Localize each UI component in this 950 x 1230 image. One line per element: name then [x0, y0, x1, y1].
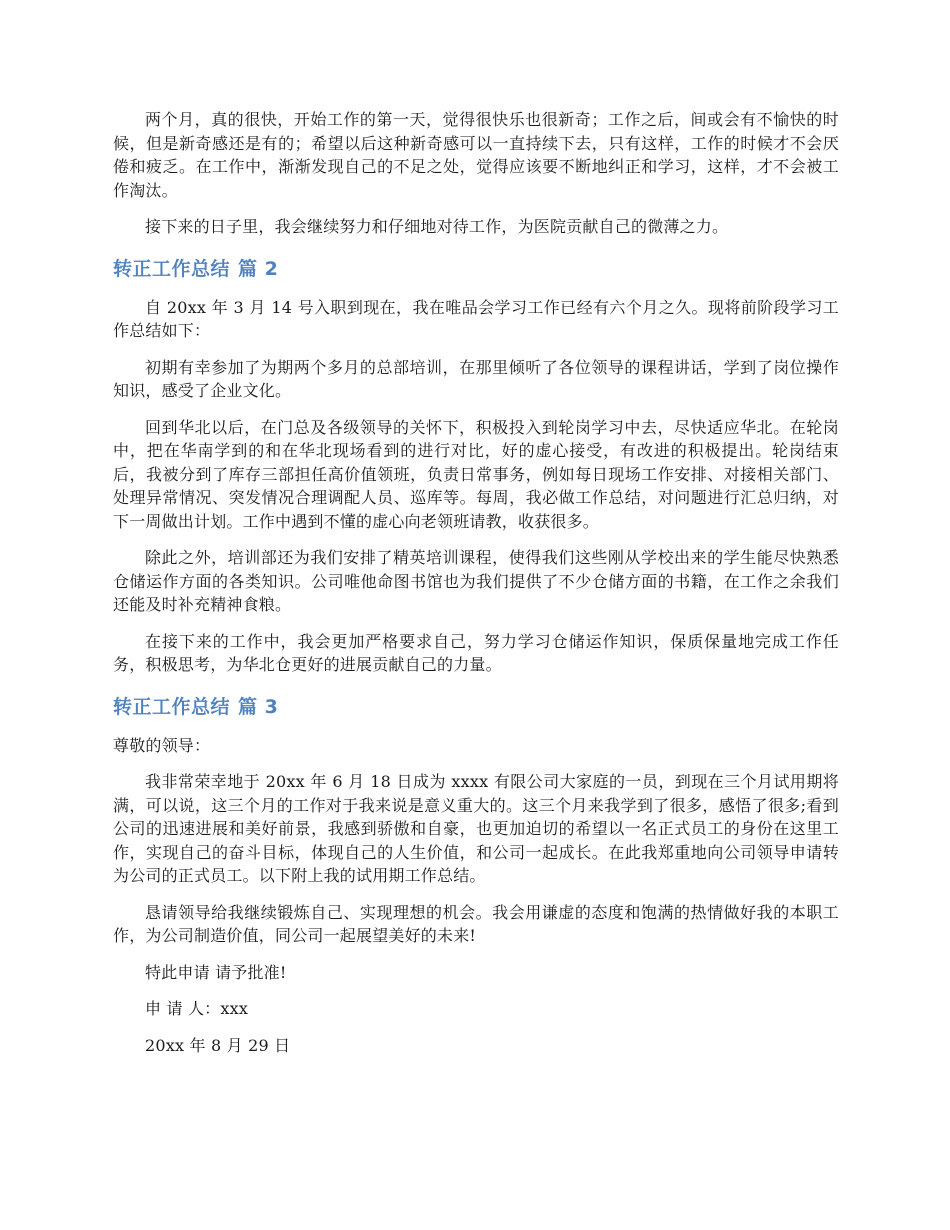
- section-heading: [113, 255, 839, 283]
- closing-line: 特此申请 请予批准!: [145, 962, 287, 982]
- section-heading-title: 转正工作总结: [113, 695, 231, 718]
- body-paragraph: 除此之外，培训部还为我们安排了精英培训课程，使得我们这些刚从学校出来的学生能尽快熟悉仓储运作方面的各类知识。公司唯他命图书馆也为我们提供了不少仓储方面的书籍，在工作之余我们还能及时补充精神食粮。: [113, 548, 839, 614]
- section-heading-title: 转正工作总结: [113, 257, 231, 280]
- section-heading-label: 篇 3: [238, 695, 279, 718]
- body-paragraph: 在接下来的工作中，我会更加严格要求自己，努力学习仓储运作知识，保质保量地完成工作任务，积极思考，为华北仓更好的进展贡献自己的力量。: [113, 631, 839, 674]
- body-paragraph: 回到华北以后，在门总及各级领导的关怀下，积极投入到轮岗学习中去，尽快适应华北。在轮岗中，把在华南学到的和在华北现场看到的进行对比，好的虚心接受，有改进的积极提出。轮岗结束后，我被分到了库存三部担任高价值领班，负责日常事务，例如每日现场工作安排、对接相关部门、处理异常情况、突发情况合理调配人员、巡库等。每周，我必做工作总结，对问题进行汇总归纳，对下一周做出计划。工作中遇到不懂的虚心向老领班请教，收获很多。: [113, 417, 839, 531]
- document-body: [113, 108, 839, 1070]
- body-paragraph: 接下来的日子里，我会继续努力和仔细地对待工作，为医院贡献自己的微薄之力。: [145, 217, 729, 236]
- date-line: 20xx 年 8 月 29 日: [145, 1035, 291, 1055]
- body-paragraph: 两个月，真的很快，开始工作的第一天，觉得很快乐也很新奇；工作之后，间或会有不愉快的时候，但是新奇感还是有的；希望以后这种新奇感可以一直持续下去，只有这样，工作的时候才不会厌倦和疲乏。在工作中，渐渐发现自己的不足之处，觉得应该要不断地纠正和学习，这样，才不会被工作淘汰。: [113, 110, 839, 200]
- section-heading-label: 篇 2: [238, 257, 279, 280]
- body-paragraph: 恳请领导给我继续锻炼自己、实现理想的机会。我会用谦虚的态度和饱满的热情做好我的本职工作，为公司制造价值，同公司一起展望美好的未来!: [113, 902, 839, 945]
- body-paragraph: 自 20xx 年 3 月 14 号入职到现在，我在唯品会学习工作已经有六个月之久。现将前阶段学习工作总结如下：: [113, 297, 839, 340]
- section-heading: [113, 693, 839, 721]
- body-paragraph: 我非常荣幸地于 20xx 年 6 月 18 日成为 xxxx 有限公司大家庭的一员，到现在三个月试用期将满，可以说，这三个月的工作对于我来说是意义重大的。这三个月来我学到了很多，感悟了很多;看到公司的迅速进展和美好前景，我感到骄傲和自豪，也更加迫切的希望以一名正式员工的身份在这里工作，实现自己的奋斗目标，体现自己的人生价值，和公司一起成长。在此我郑重地向公司领导申请转为公司的正式员工。以下附上我的试用期工作总结。: [113, 772, 839, 885]
- salutation: 尊敬的领导：: [113, 735, 211, 755]
- body-paragraph: 初期有幸参加了为期两个多月的总部培训，在那里倾听了各位领导的课程讲话，学到了岗位操作知识，感受了企业文化。: [113, 357, 839, 400]
- applicant-line: 申 请 人：xxx: [145, 999, 249, 1018]
